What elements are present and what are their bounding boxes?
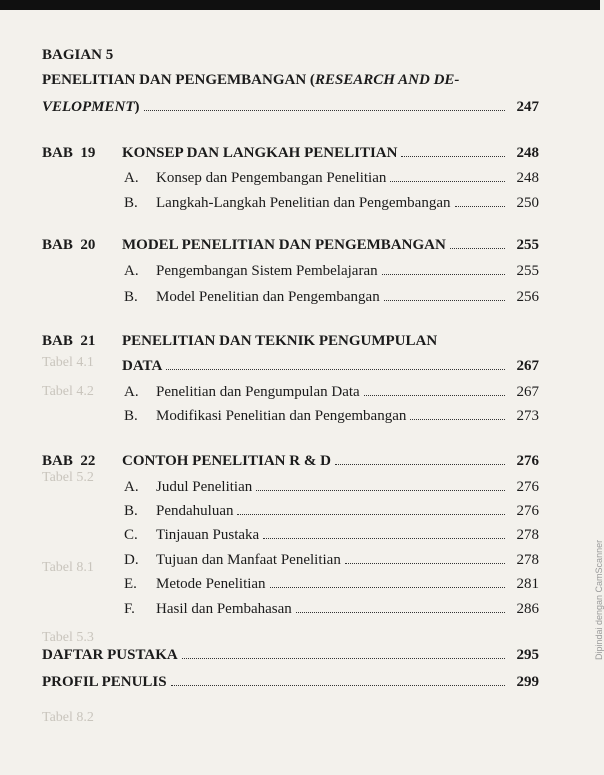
toc-entry[interactable]: Penelitian dan Pengumpulan Data 267 [156,384,539,400]
toc-entry[interactable]: Konsep dan Pengembangan Penelitian 248 [156,170,539,186]
item-letter: A. [124,170,139,186]
scan-edge [0,0,600,10]
item-letter: A. [124,479,139,495]
item-letter: A. [124,384,139,400]
toc-entry-chapter-22[interactable]: CONTOH PENELITIAN R & D 276 [122,453,539,469]
toc-entry[interactable]: Tinjauan Pustaka 278 [156,527,539,543]
toc-entry[interactable]: Tujuan dan Manfaat Penelitian 278 [156,552,539,568]
toc-entry-daftar-pustaka[interactable]: DAFTAR PUSTAKA 295 [42,647,539,663]
item-letter: B. [124,289,138,305]
chapter-label: BAB 19 [42,145,96,161]
item-letter: F. [124,601,135,617]
bleed-text: Tabel 8.1 [42,560,94,575]
chapter-label: BAB 20 [42,237,96,253]
toc-entry-chapter-19[interactable]: KONSEP DAN LANGKAH PENELITIAN 248 [122,145,539,161]
item-letter: D. [124,552,139,568]
toc-entry-profil-penulis[interactable]: PROFIL PENULIS 299 [42,674,539,690]
toc-entry[interactable]: Hasil dan Pembahasan 286 [156,601,539,617]
toc-entry[interactable]: Model Penelitian dan Pengembangan 256 [156,289,539,305]
bleed-text: Tabel 8.2 [42,710,94,725]
item-letter: A. [124,263,139,279]
toc-entry[interactable]: Pendahuluan 276 [156,503,539,519]
bleed-text: Tabel 5.3 [42,630,94,645]
leader-dots [144,98,505,111]
toc-entry[interactable]: Modifikasi Penelitian dan Pengembangan 273 [156,408,539,424]
chapter-label: BAB 21 [42,333,96,349]
part-title-line2[interactable]: VELOPMENT) 247 [42,99,539,115]
bleed-text: Tabel 5.2 [42,470,94,485]
toc-entry-chapter-20[interactable]: MODEL PENELITIAN DAN PENGEMBANGAN 255 [122,237,539,253]
scanner-watermark: Dipindai dengan CamScanner [594,539,604,660]
chapter-title-line1: PENELITIAN DAN TEKNIK PENGUMPULAN [122,333,438,349]
toc-entry-chapter-21[interactable]: DATA 267 [122,358,539,374]
item-letter: B. [124,503,138,519]
bleed-text: Tabel 4.1 [42,355,94,370]
item-letter: B. [124,195,138,211]
item-letter: C. [124,527,138,543]
item-letter: B. [124,408,138,424]
chapter-label: BAB 22 [42,453,96,469]
toc-entry[interactable]: Langkah-Langkah Penelitian dan Pengembangan 250 [156,195,539,211]
part-label: BAGIAN 5 [42,47,114,63]
item-letter: E. [124,576,137,592]
toc-entry[interactable]: Pengembangan Sistem Pembelajaran 255 [156,263,539,279]
page-number: 247 [516,99,539,115]
part-title-line1: PENELITIAN DAN PENGEMBANGAN (RESEARCH AND DE- [42,72,460,88]
toc-entry[interactable]: Judul Penelitian 276 [156,479,539,495]
toc-entry[interactable]: Metode Penelitian 281 [156,576,539,592]
bleed-text: Tabel 4.2 [42,384,94,399]
